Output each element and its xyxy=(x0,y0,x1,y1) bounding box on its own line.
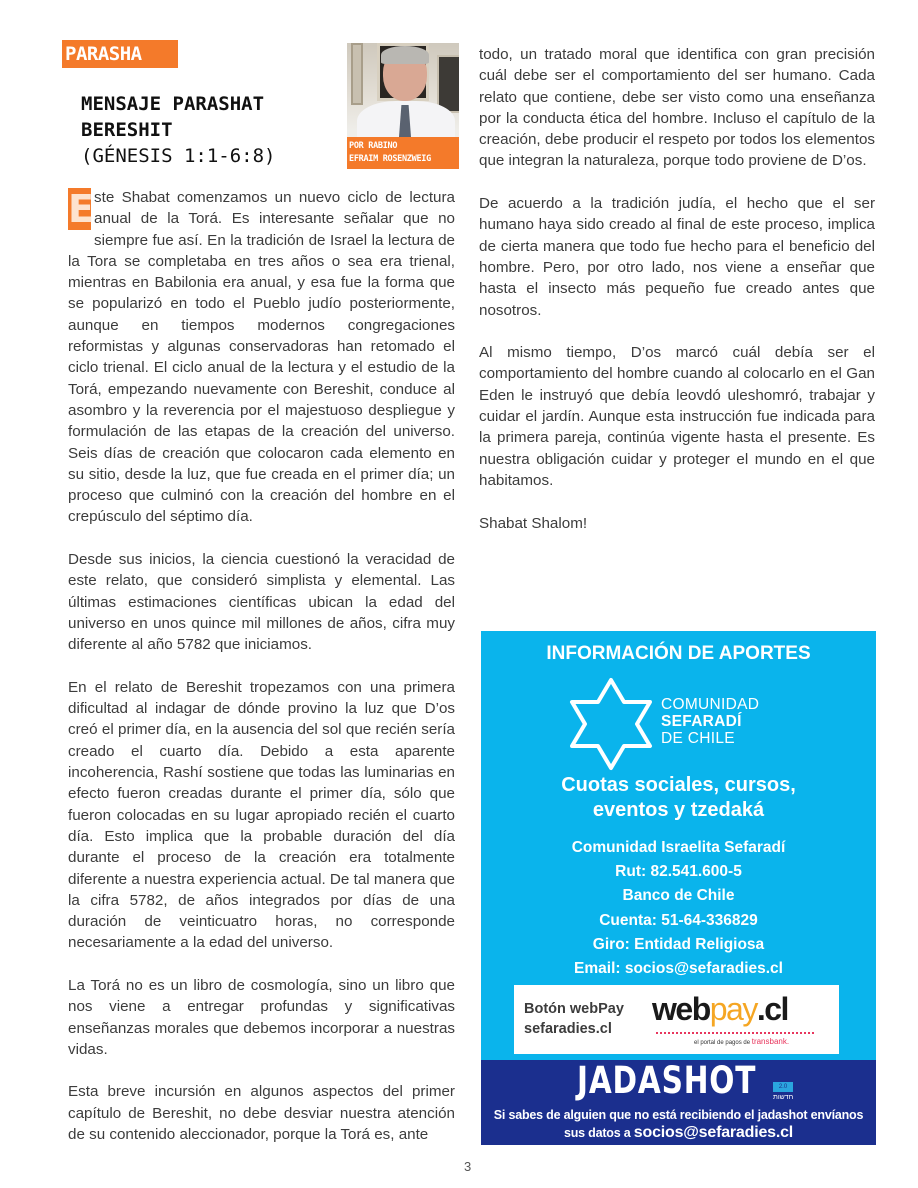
paragraph-text: ste Shabat comenzamos un nuevo ciclo de lectura anual de la Torá. Es interesante señalar que no siempre fue así. En la tradición de Israel la lectura de la Tora se completaba en tres años o sea era trienal, mientras en Babilonia era anual, y esa fue la forma que se popularizó en todo el Pueblo judío posteriormente, aunque en tiempos modernos congregaciones reformistas y algunas conservadoras han retomado el ciclo trienal. El ciclo anual de la lectura y el estudio de la Torá, empezando nuevamente con Bereshit, conduce al asombro y la reverencia por el majestuoso despliegue y formulación de las etapas de la creación del universo. Seis días de creación que colocaron cada elemento en su sitio, desde la luz, que fue creada en el primer día; un proceso que culminó con la creación del hombre en el crepúsculo del séptimo día. xyxy=(68,189,455,526)
article-paragraph: La Torá no es un libro de cosmología, sino un libro que nos viene a entregar profundas y significativas enseñanzas morales que debemos incorporar a nuestras vidas. xyxy=(68,976,455,1058)
webpay-tagline xyxy=(694,1037,789,1048)
author-photo xyxy=(347,43,459,169)
jadashot-email-link[interactable]: socios@sefaradies.cl xyxy=(633,1124,794,1141)
bank-details xyxy=(481,836,876,981)
webpay-label xyxy=(524,999,642,1039)
article-paragraph: Al mismo tiempo, D’os marcó cuál debía ser el comportamiento del hombre cuando al colocarlo en el Gan Eden le instruyó que debía leovdó uleshomró, trabajar y cuidar el jardín. Aunque esta instrucción fue indicada para la primera pareja, continúa vigente hasta el presente. Es nuestra obligación cuidar y proteger el mundo en el que habitamos. xyxy=(479,344,875,489)
jadashot-message-line-1: Si sabes de alguien que no está recibiendo el jadashot envíanos xyxy=(493,1108,864,1122)
article-paragraph: todo, un tratado moral que identifica con gran precisión cuál debe ser el comportamiento del ser humano. Cada relato que contiene, debe ser visto como una enseñanza por la conducta ética del hombre. Incluso el capítulo de la creación, debe producir el respeto por todos los elementos que integran la naturaleza, porque todo proviene de D’os. xyxy=(479,46,875,170)
logo-line-3: DE CHILE xyxy=(661,730,735,747)
author-caption xyxy=(347,137,459,169)
background-frame xyxy=(351,43,363,105)
article-paragraph: En el relato de Bereshit tropezamos con una primera dificultad al indagar de dónde provino la luz que D’os creó el primer día, en la ausencia del sol que recién sería creado el cuarto día. Debido a esta aparente incoherencia, Rashí sostiene que todas las luminarias en efecto fueron creadas durante el primer día, sólo que fueron colocadas en su lugar apropiado recién el cuarto día. Esto implica que la probable duración del día durante el proceso de la creación era totalmente diferente a nuestra experiencia actual. De tal manera que la cifra 5782, de años integrados por días de una duración de veinticuatro horas, no corresponde necesariamente a la edad del universo. xyxy=(68,678,455,952)
detail-email[interactable]: Email: socios@sefaradies.cl xyxy=(574,960,783,978)
photo-hair xyxy=(381,46,429,64)
closing-greeting: Shabat Shalom! xyxy=(479,514,588,532)
contributions-ad xyxy=(481,631,876,1145)
detail-bank: Banco de Chile xyxy=(622,887,735,905)
logo-text xyxy=(661,696,759,747)
ad-title: INFORMACIÓN DE APORTES xyxy=(546,643,811,664)
ad-subtitle-line-2: eventos y tzedaká xyxy=(592,799,765,821)
detail-rut: Rut: 82.541.600-5 xyxy=(615,863,742,881)
webpay-logo xyxy=(652,991,832,1027)
webpay-tagline-text: el portal de pagos de xyxy=(694,1040,752,1046)
community-logo xyxy=(566,676,796,771)
page-number: 3 xyxy=(464,1159,472,1174)
article-column-left xyxy=(68,187,455,1167)
title-line-2: BERESHIT xyxy=(81,119,173,141)
jadashot-banner xyxy=(481,1060,876,1145)
transbank-brand: transbank. xyxy=(751,1037,790,1046)
article-paragraph: Esta breve incursión en algunos aspectos del primer capítulo de Bereshit, no debe desviar nuestra atención de su contenido aleccionador, porque la Torá es, ante xyxy=(68,1083,455,1144)
author-caption-line-1: POR RABINO xyxy=(349,141,398,151)
title-line-1: MENSAJE PARASHAT xyxy=(81,93,265,115)
webpay-logo-web: web xyxy=(652,991,710,1027)
author-caption-line-2: EFRAIM ROSENZWEIG xyxy=(349,154,431,164)
webpay-label-line-1: Botón webPay xyxy=(524,1001,624,1017)
article-paragraph: Desde sus inicios, la ciencia cuestionó la veracidad de este relato, que consideró simplista y elemental. Las últimas estimaciones científicas ubican la edad del universo en unos quince mil millones de años, cifra muy diferente al año 5782 que iniciamos. xyxy=(68,551,455,654)
drop-cap: E xyxy=(68,187,94,231)
logo-line-2: SEFARADÍ xyxy=(661,713,742,730)
webpay-logo-pay: pay xyxy=(709,991,757,1027)
detail-organization: Comunidad Israelita Sefaradí xyxy=(571,839,786,856)
jadashot-hebrew: חדשות xyxy=(773,1094,794,1101)
jadashot-logo: JADASHOT xyxy=(577,1059,757,1102)
jadashot-message-line-2: sus datos a xyxy=(563,1126,634,1140)
jadashot-message xyxy=(481,1106,876,1142)
logo-line-1: COMUNIDAD xyxy=(661,696,760,713)
title-reference: (GÉNESIS 1:1-6:8) xyxy=(81,145,276,167)
ad-subtitle-line-1: Cuotas sociales, cursos, xyxy=(561,774,796,796)
webpay-button[interactable] xyxy=(514,985,839,1054)
webpay-logo-cl: .cl xyxy=(756,991,788,1027)
webpay-divider xyxy=(656,1032,814,1034)
jadashot-badge: 2.0 xyxy=(773,1082,793,1092)
background-frame xyxy=(437,55,459,113)
detail-giro: Giro: Entidad Religiosa xyxy=(592,935,765,953)
detail-account: Cuenta: 51-64-336829 xyxy=(599,911,758,929)
ad-subtitle xyxy=(481,773,876,823)
article-paragraph: De acuerdo a la tradición judía, el hecho que el ser humano haya sido creado al final de este proceso, implica de cierta manera que todo fue hecho para el beneficio del hombre. Pero, por otro lado, nos viene a enseñar que hasta el insecto más pequeño fue creado antes que nosotros. xyxy=(479,195,875,319)
section-tag: PARASHA xyxy=(62,40,178,68)
star-of-david-icon xyxy=(566,676,656,771)
webpay-label-line-2: sefaradies.cl xyxy=(524,1021,612,1037)
article-column-right xyxy=(479,44,875,555)
article-paragraph xyxy=(68,187,455,528)
article-title xyxy=(81,91,341,169)
